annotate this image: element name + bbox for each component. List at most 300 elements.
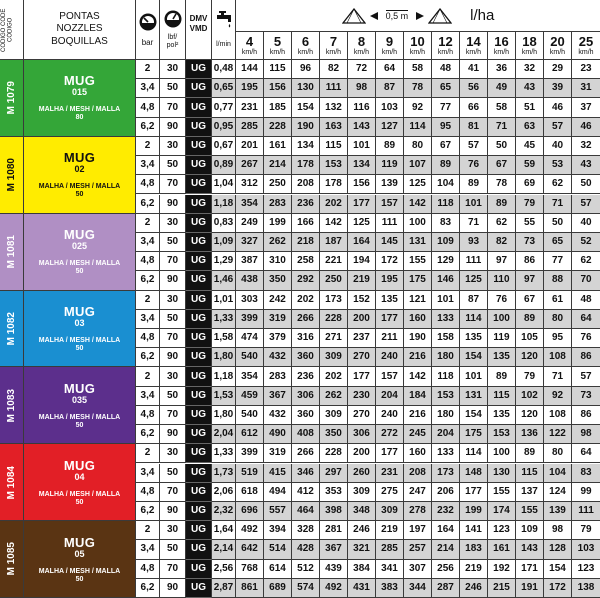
dmv-cell: UG bbox=[186, 483, 212, 502]
rate-cell: 92 bbox=[404, 98, 432, 117]
mesh-label: MALHA / MESH / MALLA bbox=[38, 567, 121, 575]
rate-cell: 177 bbox=[348, 367, 376, 386]
psi-cell: 30 bbox=[160, 444, 186, 463]
psi-cell: 50 bbox=[160, 387, 186, 406]
rate-cell: 177 bbox=[376, 444, 404, 463]
rate-cell: 408 bbox=[292, 425, 320, 444]
rate-cell: 161 bbox=[488, 540, 516, 559]
rate-cell: 89 bbox=[432, 156, 460, 175]
nozzle-size: 015 bbox=[71, 87, 88, 98]
rate-cell: 50 bbox=[572, 175, 600, 194]
rate-cell: 87 bbox=[376, 79, 404, 98]
rate-cell: 204 bbox=[432, 425, 460, 444]
rate-cell: 354 bbox=[236, 367, 264, 386]
mesh-number: 50 bbox=[75, 575, 84, 583]
rate-cell: 175 bbox=[404, 271, 432, 290]
rate-cell: 32 bbox=[516, 60, 544, 79]
rate-cell: 116 bbox=[348, 98, 376, 117]
nozzle-model bbox=[24, 60, 136, 137]
rate-cell: 161 bbox=[264, 137, 292, 156]
rate-cell: 87 bbox=[460, 291, 488, 310]
rate-cell: 97 bbox=[516, 271, 544, 290]
rate-cell: 57 bbox=[544, 118, 572, 137]
rate-cell: 285 bbox=[376, 540, 404, 559]
dmv-cell: UG bbox=[186, 271, 212, 290]
psi-cell: 30 bbox=[160, 291, 186, 310]
rate-cell: 79 bbox=[572, 521, 600, 540]
speed-unit: km/h bbox=[409, 49, 426, 56]
speed-unit: km/h bbox=[381, 49, 398, 56]
rate-cell: 67 bbox=[488, 156, 516, 175]
dmv-cell: UG bbox=[186, 521, 212, 540]
rate-cell: 200 bbox=[348, 444, 376, 463]
rate-cell: 142 bbox=[404, 367, 432, 386]
rate-cell: 41 bbox=[460, 60, 488, 79]
rate-cell: 80 bbox=[404, 137, 432, 156]
rate-cell: 166 bbox=[292, 214, 320, 233]
speed-unit: km/h bbox=[465, 49, 482, 56]
rate-cell: 108 bbox=[544, 406, 572, 425]
nozzle-header-label: PONTAS NOZZLES BOQUILLAS bbox=[51, 10, 108, 47]
rate-cell: 89 bbox=[516, 310, 544, 329]
speed-value: 18 bbox=[522, 34, 537, 49]
rate-cell: 157 bbox=[376, 195, 404, 214]
rate-cell: 43 bbox=[516, 79, 544, 98]
rate-cell: 285 bbox=[236, 118, 264, 137]
dmv-cell: UG bbox=[186, 98, 212, 117]
psi-cell: 70 bbox=[160, 560, 186, 579]
rate-cell: 23 bbox=[572, 60, 600, 79]
group-code-label: M 1083 bbox=[5, 388, 17, 423]
rate-cell: 256 bbox=[432, 560, 460, 579]
rate-cell: 642 bbox=[236, 540, 264, 559]
group-code-label: M 1082 bbox=[5, 311, 17, 346]
rate-cell: 297 bbox=[320, 464, 348, 483]
nozzle-size: 02 bbox=[74, 164, 85, 175]
psi-cell: 70 bbox=[160, 483, 186, 502]
rate-cell: 384 bbox=[348, 560, 376, 579]
rate-cell: 309 bbox=[348, 483, 376, 502]
nozzle-name: MUG bbox=[63, 150, 96, 166]
bar-cell: 3,4 bbox=[136, 156, 160, 175]
rate-cell: 266 bbox=[292, 310, 320, 329]
rate-cell: 83 bbox=[572, 464, 600, 483]
rate-cell: 55 bbox=[516, 214, 544, 233]
rate-cell: 139 bbox=[544, 502, 572, 521]
rate-cell: 492 bbox=[236, 521, 264, 540]
rate-cell: 114 bbox=[460, 310, 488, 329]
rate-cell: 428 bbox=[292, 540, 320, 559]
rate-cell: 184 bbox=[404, 387, 432, 406]
rate-cell: 195 bbox=[376, 271, 404, 290]
rate-cell: 104 bbox=[544, 464, 572, 483]
rate-cell: 122 bbox=[544, 425, 572, 444]
lmin-cell: 0,48 bbox=[212, 60, 236, 79]
rate-cell: 96 bbox=[292, 60, 320, 79]
rate-cell: 350 bbox=[264, 271, 292, 290]
psi-cell: 30 bbox=[160, 367, 186, 386]
bar-cell: 6,2 bbox=[136, 579, 160, 598]
rate-cell: 65 bbox=[544, 233, 572, 252]
speed-unit: km/h bbox=[325, 49, 342, 56]
rate-cell: 306 bbox=[348, 425, 376, 444]
arrow-left-icon bbox=[370, 12, 380, 20]
bar-cell: 3,4 bbox=[136, 540, 160, 559]
rate-cell: 136 bbox=[516, 425, 544, 444]
rate-cell: 86 bbox=[572, 348, 600, 367]
rate-cell: 219 bbox=[376, 521, 404, 540]
rate-cell: 63 bbox=[516, 118, 544, 137]
rate-cell: 86 bbox=[572, 406, 600, 425]
rate-cell: 58 bbox=[488, 98, 516, 117]
nozzle-size: 05 bbox=[74, 548, 85, 559]
nozzle-model bbox=[24, 521, 136, 598]
psi-cell: 30 bbox=[160, 137, 186, 156]
rate-cell: 80 bbox=[544, 310, 572, 329]
dmv-cell: UG bbox=[186, 60, 212, 79]
spray-fan-icon bbox=[342, 8, 366, 24]
rate-cell: 93 bbox=[460, 233, 488, 252]
rate-cell: 66 bbox=[460, 98, 488, 117]
rate-cell: 143 bbox=[516, 540, 544, 559]
rate-cell: 36 bbox=[488, 60, 516, 79]
rate-cell: 135 bbox=[488, 348, 516, 367]
rate-cell: 618 bbox=[236, 483, 264, 502]
rate-cell: 185 bbox=[264, 98, 292, 117]
rate-cell: 82 bbox=[488, 233, 516, 252]
lha-header bbox=[236, 0, 600, 32]
rate-cell: 612 bbox=[236, 425, 264, 444]
speed-unit: km/h bbox=[578, 49, 594, 56]
lmin-cell: 1,80 bbox=[212, 406, 236, 425]
dmv-cell: UG bbox=[186, 233, 212, 252]
speed-header bbox=[544, 32, 572, 60]
rate-cell: 172 bbox=[376, 252, 404, 271]
psi-cell: 70 bbox=[160, 252, 186, 271]
code-header bbox=[0, 0, 24, 60]
rate-cell: 101 bbox=[460, 367, 488, 386]
rate-cell: 399 bbox=[236, 310, 264, 329]
lmin-cell: 1,46 bbox=[212, 271, 236, 290]
rate-cell: 178 bbox=[292, 156, 320, 175]
bar-cell: 3,4 bbox=[136, 387, 160, 406]
lmin-cell: 0,89 bbox=[212, 156, 236, 175]
rate-cell: 97 bbox=[488, 252, 516, 271]
bar-cell: 4,8 bbox=[136, 483, 160, 502]
dmv-cell: UG bbox=[186, 348, 212, 367]
rate-cell: 197 bbox=[404, 521, 432, 540]
rate-cell: 216 bbox=[404, 406, 432, 425]
rate-cell: 432 bbox=[264, 406, 292, 425]
rate-cell: 40 bbox=[572, 214, 600, 233]
rate-cell: 58 bbox=[404, 60, 432, 79]
dmv-cell: UG bbox=[186, 464, 212, 483]
rate-cell: 270 bbox=[348, 348, 376, 367]
lmin-header-label: l/min bbox=[216, 41, 231, 48]
rate-cell: 82 bbox=[320, 60, 348, 79]
dmv-cell: UG bbox=[186, 310, 212, 329]
mesh-number: 80 bbox=[75, 114, 84, 122]
nozzle-name: MUG bbox=[63, 457, 96, 473]
rate-cell: 287 bbox=[432, 579, 460, 598]
faucet-icon bbox=[215, 11, 233, 31]
psi-cell: 90 bbox=[160, 502, 186, 521]
rate-cell: 246 bbox=[348, 521, 376, 540]
rate-cell: 50 bbox=[544, 214, 572, 233]
dmv-cell: UG bbox=[186, 137, 212, 156]
rate-cell: 519 bbox=[236, 464, 264, 483]
rate-cell: 111 bbox=[572, 502, 600, 521]
rate-cell: 154 bbox=[544, 560, 572, 579]
rate-cell: 48 bbox=[572, 291, 600, 310]
rate-cell: 111 bbox=[376, 214, 404, 233]
rate-cell: 64 bbox=[376, 60, 404, 79]
rate-cell: 71 bbox=[488, 118, 516, 137]
rate-cell: 89 bbox=[376, 137, 404, 156]
psi-cell: 70 bbox=[160, 329, 186, 348]
rate-cell: 237 bbox=[348, 329, 376, 348]
speed-header bbox=[264, 32, 292, 60]
rate-cell: 61 bbox=[544, 291, 572, 310]
bar-cell: 3,4 bbox=[136, 464, 160, 483]
rate-cell: 142 bbox=[404, 195, 432, 214]
dmv-cell: UG bbox=[186, 425, 212, 444]
speed-header bbox=[236, 32, 264, 60]
rate-cell: 139 bbox=[376, 175, 404, 194]
rate-cell: 439 bbox=[320, 560, 348, 579]
rate-cell: 114 bbox=[404, 118, 432, 137]
speed-value: 5 bbox=[273, 34, 282, 49]
dmv-cell: UG bbox=[186, 387, 212, 406]
rate-cell: 614 bbox=[264, 560, 292, 579]
bar-cell: 4,8 bbox=[136, 406, 160, 425]
rate-cell: 71 bbox=[460, 214, 488, 233]
rate-cell: 246 bbox=[460, 579, 488, 598]
lmin-cell: 1,01 bbox=[212, 291, 236, 310]
rate-cell: 219 bbox=[348, 271, 376, 290]
speed-header bbox=[376, 32, 404, 60]
speed-value: 14 bbox=[466, 34, 481, 49]
lmin-cell: 1,73 bbox=[212, 464, 236, 483]
psi-cell: 90 bbox=[160, 348, 186, 367]
psi-cell: 50 bbox=[160, 233, 186, 252]
speed-header bbox=[488, 32, 516, 60]
rate-cell: 131 bbox=[404, 233, 432, 252]
mesh-label: MALHA / MESH / MALLA bbox=[38, 106, 121, 114]
rate-cell: 275 bbox=[376, 483, 404, 502]
group-code bbox=[0, 444, 24, 521]
group-code bbox=[0, 291, 24, 368]
rate-cell: 144 bbox=[236, 60, 264, 79]
dmv-header-label: DMV VMD bbox=[189, 14, 208, 33]
nozzle-model bbox=[24, 367, 136, 444]
lmin-cell: 1,29 bbox=[212, 252, 236, 271]
lmin-cell: 0,67 bbox=[212, 137, 236, 156]
rate-cell: 89 bbox=[460, 175, 488, 194]
rate-cell: 70 bbox=[572, 271, 600, 290]
mesh-number: 50 bbox=[75, 191, 84, 199]
rate-cell: 105 bbox=[516, 329, 544, 348]
bar-cell: 6,2 bbox=[136, 502, 160, 521]
rate-cell: 199 bbox=[460, 502, 488, 521]
rate-cell: 104 bbox=[432, 175, 460, 194]
rate-cell: 283 bbox=[264, 367, 292, 386]
rate-cell: 118 bbox=[432, 367, 460, 386]
rate-cell: 154 bbox=[460, 406, 488, 425]
rate-cell: 67 bbox=[516, 291, 544, 310]
speed-unit: km/h bbox=[353, 49, 370, 56]
rate-cell: 228 bbox=[320, 444, 348, 463]
group-code bbox=[0, 214, 24, 291]
rate-cell: 221 bbox=[320, 252, 348, 271]
bar-cell: 2 bbox=[136, 444, 160, 463]
rate-cell: 156 bbox=[264, 79, 292, 98]
rate-cell: 399 bbox=[236, 444, 264, 463]
rate-cell: 262 bbox=[264, 233, 292, 252]
rate-cell: 309 bbox=[376, 502, 404, 521]
rate-cell: 272 bbox=[376, 425, 404, 444]
rate-cell: 152 bbox=[348, 291, 376, 310]
rate-cell: 247 bbox=[404, 483, 432, 502]
rate-cell: 394 bbox=[264, 521, 292, 540]
psi-cell: 70 bbox=[160, 175, 186, 194]
lmin-cell: 1,80 bbox=[212, 348, 236, 367]
speed-value: 10 bbox=[410, 34, 425, 49]
rate-cell: 69 bbox=[516, 175, 544, 194]
speed-header bbox=[460, 32, 488, 60]
psi-cell: 50 bbox=[160, 310, 186, 329]
rate-cell: 120 bbox=[516, 348, 544, 367]
rate-cell: 215 bbox=[488, 579, 516, 598]
rate-cell: 79 bbox=[516, 367, 544, 386]
rate-cell: 415 bbox=[264, 464, 292, 483]
bar-cell: 4,8 bbox=[136, 252, 160, 271]
psi-cell: 70 bbox=[160, 406, 186, 425]
rate-cell: 278 bbox=[404, 502, 432, 521]
rate-cell: 108 bbox=[544, 348, 572, 367]
rate-cell: 156 bbox=[348, 175, 376, 194]
rate-cell: 328 bbox=[292, 521, 320, 540]
nozzle-name: MUG bbox=[63, 227, 96, 243]
rate-cell: 163 bbox=[320, 118, 348, 137]
rate-cell: 130 bbox=[488, 464, 516, 483]
rate-cell: 103 bbox=[376, 98, 404, 117]
nozzle-name: MUG bbox=[63, 73, 96, 89]
group-code bbox=[0, 60, 24, 137]
rate-cell: 109 bbox=[516, 521, 544, 540]
mesh-label: MALHA / MESH / MALLA bbox=[38, 260, 121, 268]
rate-cell: 412 bbox=[292, 483, 320, 502]
rate-cell: 202 bbox=[292, 291, 320, 310]
rate-cell: 145 bbox=[376, 233, 404, 252]
rate-cell: 155 bbox=[404, 252, 432, 271]
group-code-label: M 1085 bbox=[5, 542, 17, 576]
mesh-number: 50 bbox=[75, 268, 84, 276]
rate-cell: 56 bbox=[460, 79, 488, 98]
speed-header bbox=[320, 32, 348, 60]
psi-cell: 30 bbox=[160, 214, 186, 233]
spacing-label: 0,5 m bbox=[385, 11, 409, 21]
rate-cell: 353 bbox=[320, 483, 348, 502]
rate-cell: 49 bbox=[488, 79, 516, 98]
dmv-cell: UG bbox=[186, 406, 212, 425]
speed-value: 8 bbox=[357, 34, 366, 49]
rate-cell: 490 bbox=[264, 425, 292, 444]
bar-cell: 2 bbox=[136, 137, 160, 156]
nozzle-size: 035 bbox=[71, 394, 88, 405]
mesh-number: 50 bbox=[75, 345, 84, 352]
dmv-cell: UG bbox=[186, 329, 212, 348]
rate-cell: 319 bbox=[264, 310, 292, 329]
rate-cell: 62 bbox=[572, 252, 600, 271]
rate-cell: 62 bbox=[544, 175, 572, 194]
rate-cell: 208 bbox=[404, 464, 432, 483]
speed-header bbox=[292, 32, 320, 60]
psi-header bbox=[160, 0, 186, 60]
rate-cell: 133 bbox=[432, 310, 460, 329]
rate-cell: 398 bbox=[320, 502, 348, 521]
mesh-number: 50 bbox=[75, 498, 84, 506]
rate-cell: 240 bbox=[376, 406, 404, 425]
dmv-cell: UG bbox=[186, 560, 212, 579]
rate-cell: 46 bbox=[572, 118, 600, 137]
rate-cell: 242 bbox=[264, 291, 292, 310]
rate-cell: 219 bbox=[460, 560, 488, 579]
rate-cell: 218 bbox=[292, 233, 320, 252]
rate-cell: 199 bbox=[264, 214, 292, 233]
rate-cell: 57 bbox=[460, 137, 488, 156]
rate-cell: 174 bbox=[488, 502, 516, 521]
rate-cell: 135 bbox=[488, 406, 516, 425]
rate-cell: 133 bbox=[432, 444, 460, 463]
lmin-cell: 1,09 bbox=[212, 233, 236, 252]
rate-cell: 574 bbox=[292, 579, 320, 598]
speed-header bbox=[348, 32, 376, 60]
psi-cell: 70 bbox=[160, 98, 186, 117]
rate-cell: 201 bbox=[236, 137, 264, 156]
rate-cell: 57 bbox=[572, 195, 600, 214]
bar-cell: 3,4 bbox=[136, 79, 160, 98]
rate-cell: 76 bbox=[460, 156, 488, 175]
rate-cell: 327 bbox=[236, 233, 264, 252]
rate-cell: 316 bbox=[292, 329, 320, 348]
dmv-cell: UG bbox=[186, 367, 212, 386]
lmin-cell: 2,56 bbox=[212, 560, 236, 579]
rate-cell: 153 bbox=[488, 425, 516, 444]
rate-cell: 191 bbox=[516, 579, 544, 598]
rate-cell: 77 bbox=[432, 98, 460, 117]
bar-cell: 2 bbox=[136, 291, 160, 310]
rate-cell: 360 bbox=[292, 406, 320, 425]
rate-cell: 232 bbox=[432, 502, 460, 521]
rate-cell: 160 bbox=[404, 310, 432, 329]
rate-cell: 125 bbox=[460, 271, 488, 290]
rate-cell: 258 bbox=[292, 252, 320, 271]
rate-cell: 231 bbox=[376, 464, 404, 483]
rate-cell: 115 bbox=[516, 464, 544, 483]
rate-cell: 125 bbox=[404, 175, 432, 194]
lmin-cell: 0,95 bbox=[212, 118, 236, 137]
rate-cell: 78 bbox=[488, 175, 516, 194]
rate-cell: 195 bbox=[236, 79, 264, 98]
rate-cell: 88 bbox=[544, 271, 572, 290]
psi-cell: 50 bbox=[160, 540, 186, 559]
rate-cell: 431 bbox=[348, 579, 376, 598]
rate-cell: 303 bbox=[236, 291, 264, 310]
rate-cell: 230 bbox=[348, 387, 376, 406]
rate-cell: 89 bbox=[488, 367, 516, 386]
rate-cell: 76 bbox=[572, 329, 600, 348]
